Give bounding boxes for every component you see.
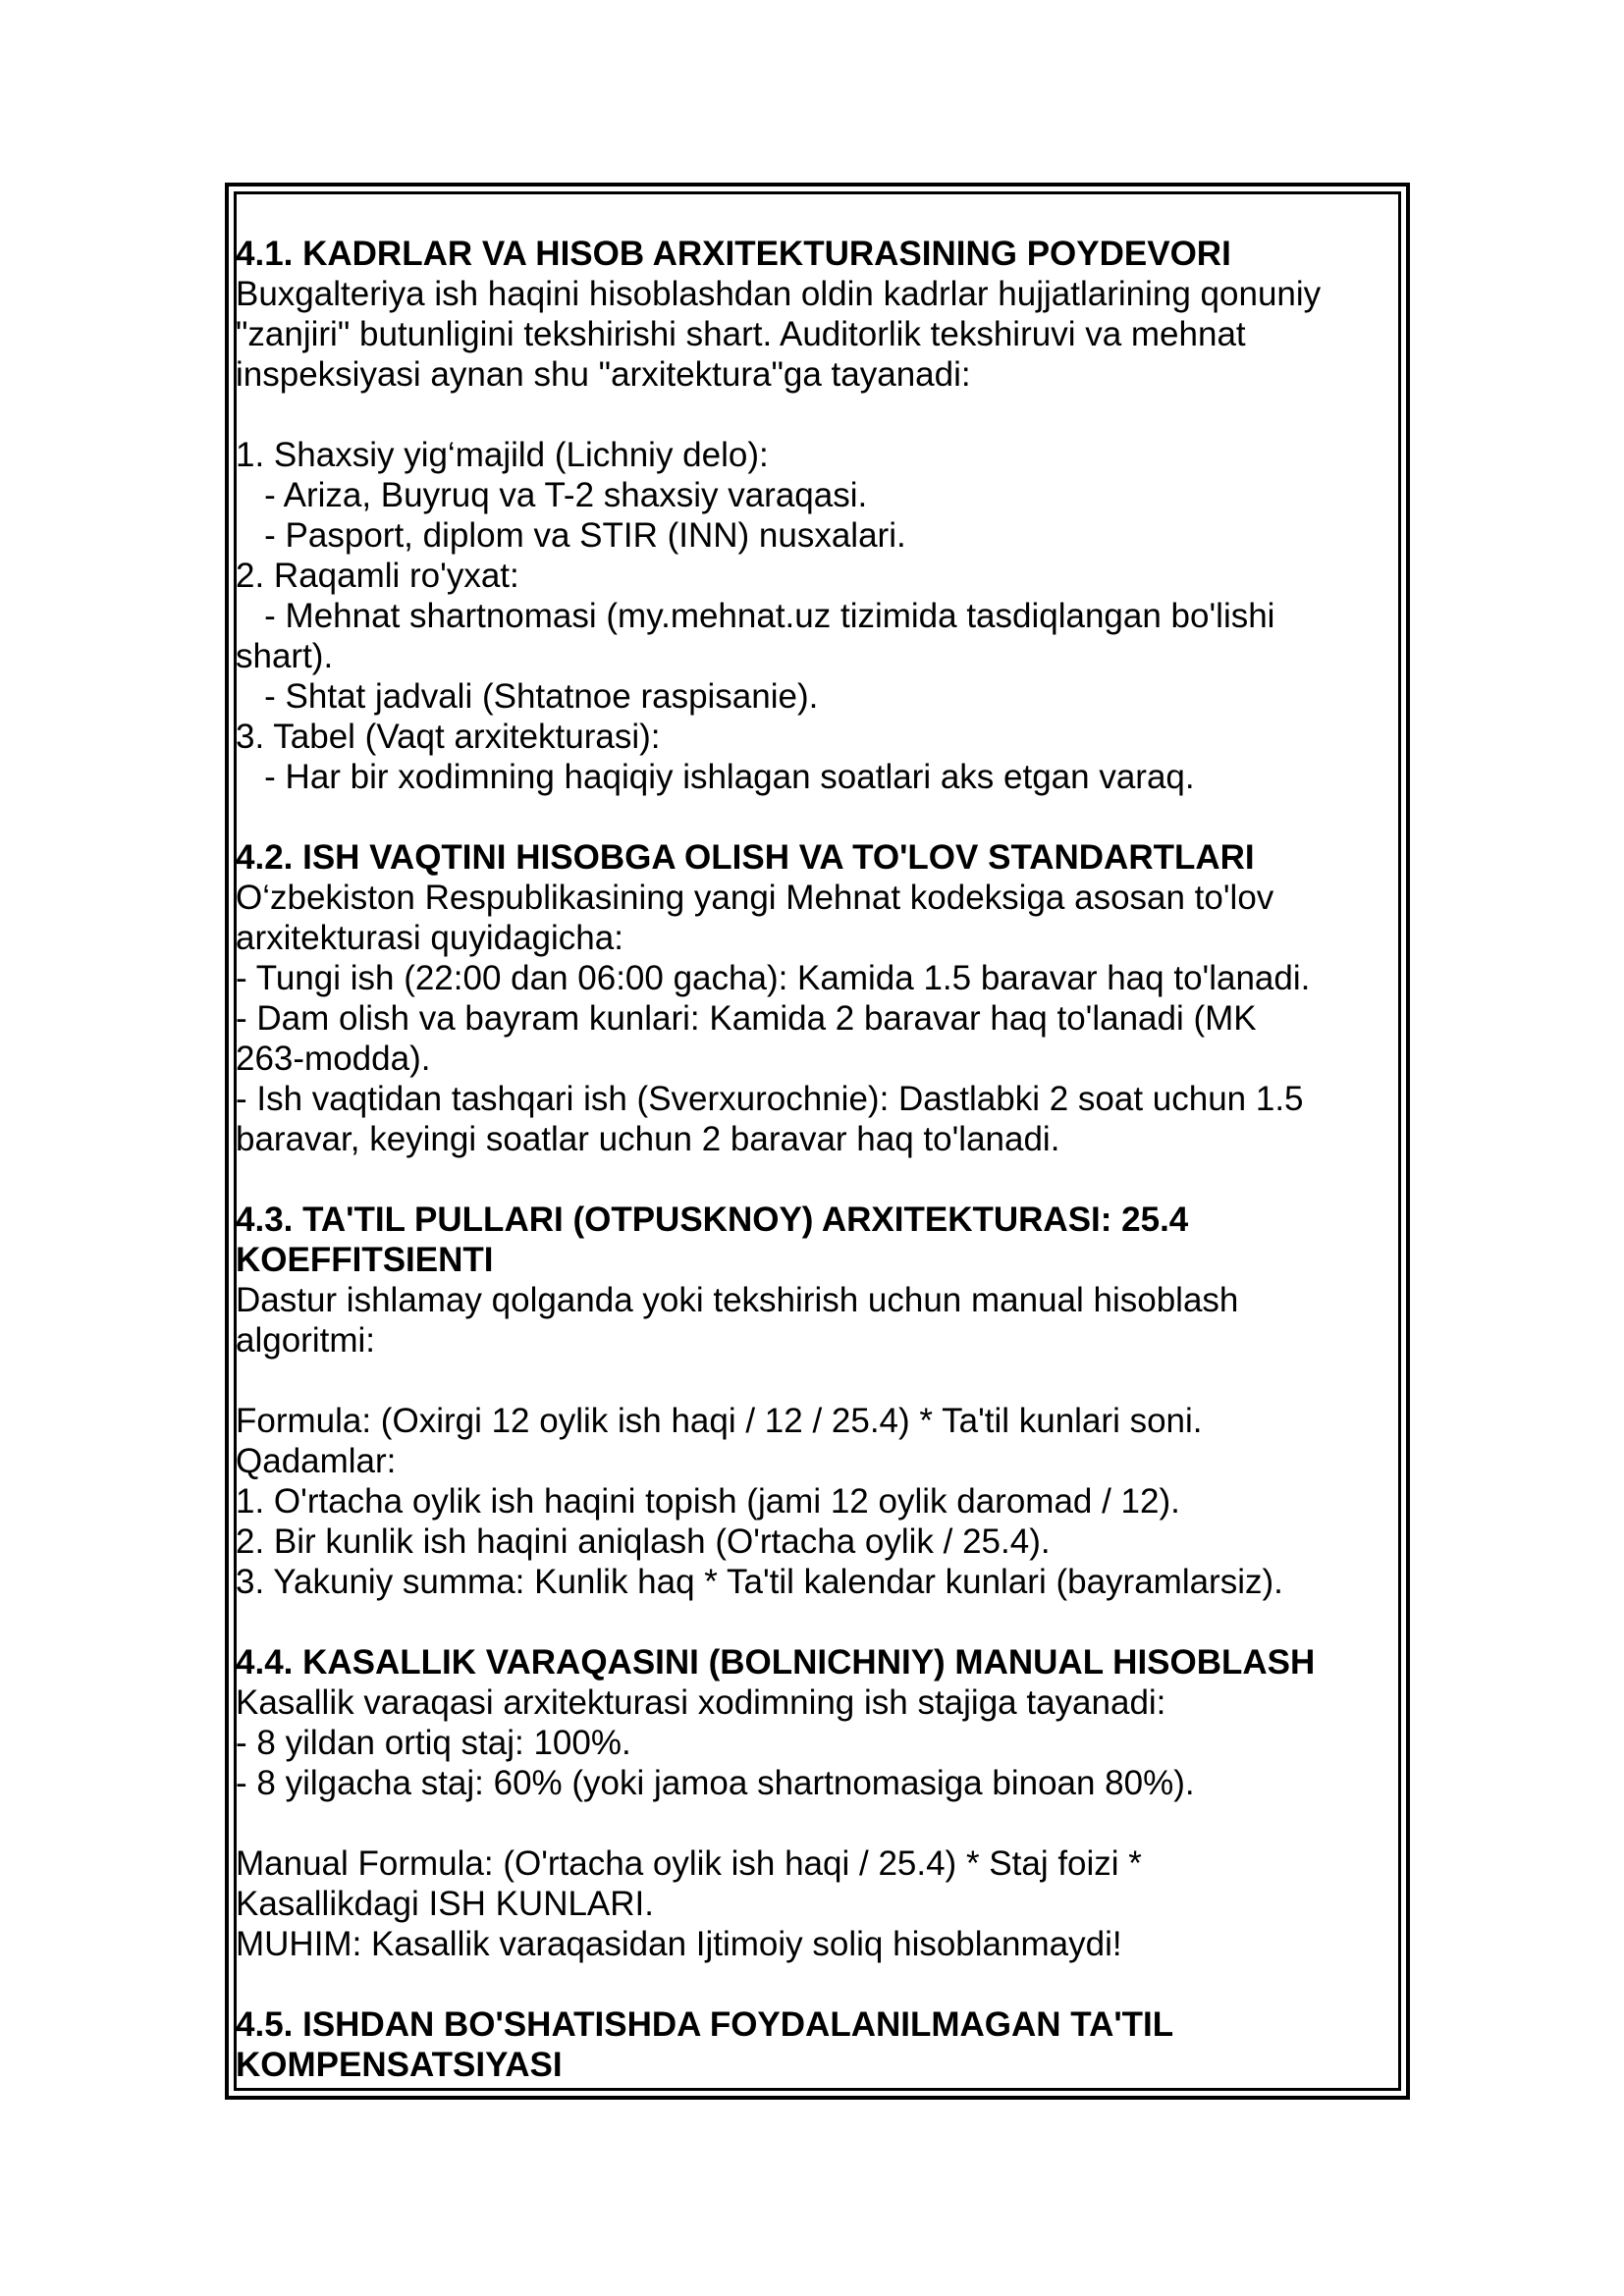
blank-line [236,1803,1404,1843]
list-item: 2. Raqamli ro'yxat: [236,557,519,595]
text-line: Buxgalteriya ish haqini hisoblashdan oldin kadrlar hujjatlarining qonuniy [236,275,1322,313]
list-item: - 8 yilgacha staj: 60% (yoki jamoa shartnomasiga binoan 80%). [236,1764,1195,1802]
list-subitem: - Ariza, Buyruq va T-2 shaxsiy varaqasi. [236,476,868,514]
blank-line [236,395,1404,435]
list-item: 1. O'rtacha oylik ish haqini topish (jami 12 oylik daromad / 12). [236,1482,1180,1521]
section-4-4 [236,1642,1404,1964]
list-item: 1. Shaxsiy yig‘majild (Lichniy delo): [236,436,769,474]
list-subitem: - Mehnat shartnomasi (my.mehnat.uz tizimida tasdiqlangan bo'lishi [236,597,1275,635]
text-line: O‘zbekiston Respublikasining yangi Mehnat kodeksiga asosan to'lov [236,879,1274,917]
text-line: Kasallik varaqasi arxitekturasi xodimning ish stajiga tayanadi: [236,1683,1166,1722]
list-subitem: - Har bir xodimning haqiqiy ishlagan soatlari aks etgan varaq. [236,758,1195,796]
text-line: Kasallikdagi ISH KUNLARI. [236,1885,654,1923]
section-4-5 [236,2004,1404,2085]
formula-line: Manual Formula: (O'rtacha oylik ish haqi / 25.4) * Staj foizi * [236,1844,1142,1883]
list-item: 3. Yakuniy summa: Kunlik haq * Ta'til kalendar kunlari (bayramlarsiz). [236,1563,1283,1601]
section-heading: 4.1. KADRLAR VA HISOB ARXITEKTURASINING POYDEVORI [236,235,1231,273]
text-line: shart). [236,637,334,675]
section-4-3 [236,1200,1404,1602]
section-heading: 4.4. KASALLIK VARAQASINI (BOLNICHNIY) MANUAL HISOBLASH [236,1643,1316,1682]
section-heading: 4.5. ISHDAN BO'SHATISHDA FOYDALANILMAGAN TA'TIL KOMPENSATSIYASI [236,2005,1173,2084]
text-line: inspeksiyasi aynan shu "arxitektura"ga tayanadi: [236,355,971,394]
section-4-1 [236,234,1404,797]
note-line: MUHIM: Kasallik varaqasidan Ijtimoiy soliq hisoblanmaydi! [236,1925,1122,1963]
formula-line: Formula: (Oxirgi 12 oylik ish haqi / 12 / 25.4) * Ta'til kunlari soni. [236,1402,1203,1440]
text-line: algoritmi: [236,1321,375,1360]
text-line: arxitekturasi quyidagicha: [236,919,623,957]
section-4-2 [236,837,1404,1159]
text-line: baravar, keyingi soatlar uchun 2 baravar haq to'lanadi. [236,1120,1060,1158]
text-line: Qadamlar: [236,1442,397,1480]
list-item: 3. Tabel (Vaqt arxitekturasi): [236,718,661,756]
list-item: - 8 yildan ortiq staj: 100%. [236,1724,631,1762]
list-item: - Tungi ish (22:00 dan 06:00 gacha): Kamida 1.5 baravar haq to'lanadi. [236,959,1311,997]
list-subitem: - Shtat jadvali (Shtatnoe raspisanie). [236,677,819,716]
list-item: 2. Bir kunlik ish haqini aniqlash (O'rtacha oylik / 25.4). [236,1522,1051,1561]
text-line: "zanjiri" butunligini tekshirishi shart. Auditorlik tekshiruvi va mehnat [236,315,1246,353]
section-heading: 4.2. ISH VAQTINI HISOBGA OLISH VA TO'LOV STANDARTLARI [236,838,1255,877]
text-line: Dastur ishlamay qolganda yoki tekshirish uchun manual hisoblash [236,1281,1239,1319]
document-body [236,234,1404,2125]
blank-line [236,1361,1404,1401]
section-heading: 4.3. TA'TIL PULLARI (OTPUSKNOY) ARXITEKTURASI: 25.4 KOEFFITSIENTI [236,1201,1189,1279]
list-item: - Dam olish va bayram kunlari: Kamida 2 baravar haq to'lanadi (MK [236,999,1257,1038]
text-line: 263-modda). [236,1040,431,1078]
list-subitem: - Pasport, diplom va STIR (INN) nusxalari. [236,516,906,555]
list-item: - Ish vaqtidan tashqari ish (Sverxurochnie): Dastlabki 2 soat uchun 1.5 [236,1080,1304,1118]
